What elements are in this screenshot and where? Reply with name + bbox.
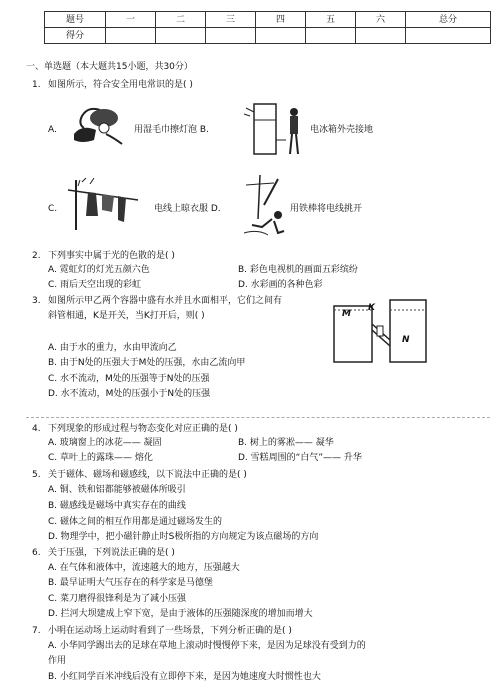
q5-option-a: A. 铜、铁和铝都能够被磁体所吸引	[48, 485, 186, 495]
q5-option-d: D. 物理学中，把小磁针静止时S极所指的方向规定为该点磁场的方向	[48, 532, 319, 542]
figure-label-k: K	[368, 303, 375, 313]
q1-option-c-text: 电线上晾衣服 D.	[154, 204, 221, 214]
q2-stem: 下列事实中属于光的色散的是( )	[48, 251, 175, 261]
figure-label-m: M	[342, 309, 351, 319]
q7-option-b: B. 小红同学百米冲线后没有立即停下来，是因为她速度大时惯性也大	[48, 672, 321, 682]
q4-option-a: A. 玻璃窗上的冰花—— 凝固	[48, 438, 162, 448]
q4-number: 4.	[32, 424, 41, 434]
q3-option-d: D. 水不流动，M处的压强小于N处的压强	[48, 389, 211, 399]
q5-stem: 关于磁体、磁场和磁感线，以下说法中正确的是( )	[48, 470, 247, 480]
score-table	[44, 11, 491, 44]
score-header-cell: 三	[206, 12, 256, 28]
q1-option-a-text: 用湿毛巾擦灯泡 B.	[134, 125, 209, 135]
q2-option-d: D. 水彩画的各种色彩	[238, 280, 323, 290]
q1-option-c-label: C.	[48, 204, 58, 214]
score-cell[interactable]	[106, 28, 156, 44]
q2-number: 2.	[32, 251, 41, 261]
score-cell[interactable]	[156, 28, 206, 44]
q2-option-c: C. 雨后天空出现的彩虹	[48, 280, 142, 290]
q7-number: 7.	[32, 626, 41, 636]
q2-option-a: A. 霓虹灯的灯光五颜六色	[48, 265, 150, 275]
score-cell[interactable]	[256, 28, 306, 44]
score-cell[interactable]	[406, 28, 491, 44]
q5-number: 5.	[32, 470, 41, 480]
clothes-on-wire-figure	[66, 176, 140, 230]
q1-number: 1.	[32, 80, 41, 90]
wet-towel-lamp-figure	[70, 104, 130, 150]
q4-option-d: D. 雪糕周围的“白气”—— 升华	[238, 453, 362, 463]
score-header-cell: 二	[156, 12, 206, 28]
q1-option-a-label: A.	[48, 125, 57, 135]
q3-stem-line1: 如图所示甲乙两个容器中盛有水并且水面相平，它们之间有	[48, 296, 283, 306]
score-header-cell: 五	[306, 12, 356, 28]
score-header-cell: 总分	[406, 12, 491, 28]
q7-stem: 小明在运动场上运动时看到了一些场景，下列分析正确的是( )	[48, 626, 292, 636]
score-cell[interactable]	[306, 28, 356, 44]
q4-option-b: B. 树上的雾凇—— 凝华	[238, 438, 334, 448]
q6-option-a: A. 在气体和液体中，流速越大的地方，压强越大	[48, 563, 240, 573]
q7-option-a-line1: A. 小华同学踢出去的足球在草地上滚动时慢慢停下来，是因为足球没有受到力的	[48, 641, 366, 651]
q3-option-a: A. 由于水的重力，水由甲流向乙	[48, 343, 177, 353]
fridge-ground-figure	[240, 100, 308, 158]
q1-option-b-text: 电冰箱外壳接地	[310, 125, 374, 135]
q5-option-c: C. 磁体之间的相互作用都是通过磁场发生的	[48, 517, 223, 527]
q3-stem-line2: 斜管相通，K是开关，当K打开后，则( )	[48, 311, 205, 321]
score-header-cell: 六	[356, 12, 406, 28]
score-cell[interactable]	[206, 28, 256, 44]
connected-containers-figure	[330, 296, 430, 368]
q3-option-b: B. 由于N处的压强大于M处的压强，水由乙流向甲	[48, 358, 246, 368]
q6-stem: 关于压强，下列说法正确的是( )	[48, 548, 175, 558]
q4-stem: 下列现象的形成过程与物态变化对应正确的是( )	[48, 424, 238, 434]
q5-option-b: B. 磁感线是磁场中真实存在的曲线	[48, 501, 186, 511]
q4-option-c: C. 草叶上的露珠—— 熔化	[48, 453, 153, 463]
q2-option-b: B. 彩色电视机的画面五彩缤纷	[238, 265, 358, 275]
score-header-cell: 题号	[45, 12, 106, 28]
q6-number: 6.	[32, 548, 41, 558]
q3-option-c: C. 水不流动，M处的压强等于N处的压强	[48, 374, 210, 384]
score-header-cell: 一	[106, 12, 156, 28]
score-row-label: 得分	[45, 28, 106, 44]
section-title: 一、单选题（本大题共15小题，共30分）	[26, 62, 193, 72]
dashed-divider	[26, 417, 490, 418]
q6-option-c: C. 菜刀磨得很锋利是为了减小压强	[48, 594, 187, 604]
q6-option-b: B. 最早证明大气压存在的科学家是马德堡	[48, 578, 213, 588]
q6-option-d: D. 拦河大坝建成上窄下宽，是由于液体的压强随深度的增加而增大	[48, 609, 313, 619]
q1-stem: 如图所示，符合安全用电常识的是( )	[48, 80, 193, 90]
q3-number: 3.	[32, 296, 41, 306]
q1-option-d-text: 用铁棒将电线挑开	[290, 204, 363, 214]
q7-option-a-line2: 作用	[48, 656, 67, 666]
score-header-cell: 四	[256, 12, 306, 28]
iron-rod-wire-figure	[238, 175, 294, 237]
score-cell[interactable]	[356, 28, 406, 44]
figure-label-n: N	[402, 335, 410, 345]
